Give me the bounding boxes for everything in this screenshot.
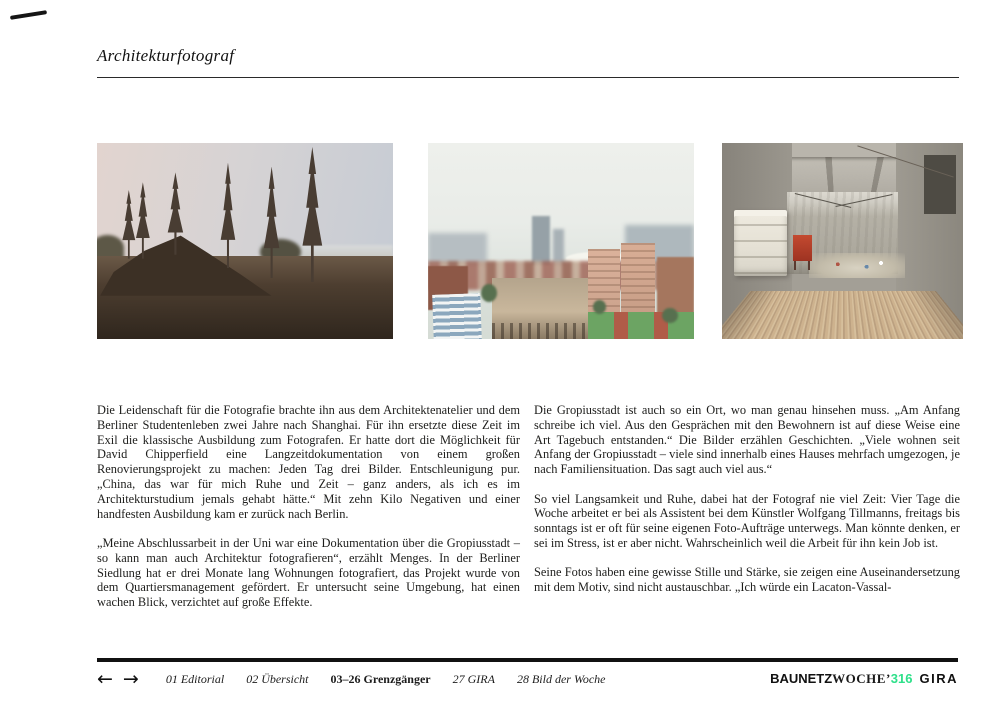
tower-silhouette [532,216,551,265]
nav-item-grenzgaenger[interactable]: 03–26 Grenzgänger [330,671,431,686]
blue-striped-building [433,293,482,339]
white-molding-panels [734,210,787,277]
tree [593,300,606,314]
corner-dash-mark [10,10,47,20]
brick-building [657,257,694,316]
logo-issue-number: 316 [890,671,913,686]
photo-demolition-site [97,143,393,339]
logo-gira: GIRA [919,671,958,686]
dark-doorway [924,155,955,214]
apartment-block [621,243,656,321]
photo-building-interior [722,143,963,339]
nav-item-gira[interactable]: 27 GIRA [452,671,495,686]
timber-batten-floor [722,291,963,339]
next-page-arrow[interactable]: → [122,667,139,690]
photo-city-aerial [428,143,694,339]
tree [481,284,497,302]
prev-page-arrow[interactable]: ← [97,667,113,690]
page-title: Architekturfotograf [97,46,235,65]
nav-item-editorial[interactable]: 01 Editorial [165,671,225,686]
red-container [793,235,812,260]
baunetzwoche-logo[interactable] [770,671,958,687]
paragraph: Die Leidenschaft für die Fotografie brachte ihn aus dem Architektenatelier und dem Berliner Studentenleben zwei Jahre nach Shanghai. Für ihn ersetzte diese Zeit im Exil die klassische Ausbildung zum Fotografen. Er hatte dort die Möglichkeit für David Chipperfield eine Langzeitdokumentation von einem großen Renovierungsprojekt zu machen: Jeden Tag drei Bilder. Entschleunigung pur. „China, das war für mich Ruhe und Zeit – ganz anders, als ich es im Architekturstudium jemals gehabt hätte.“ Mit zehn Kilo Negativen und einer handfesten Ausbildung kam er zurück nach Berlin. [97,403,520,521]
nav-item-bild-der-woche[interactable]: 28 Bild der Woche [516,671,606,686]
paragraph: So viel Langsamkeit und Ruhe, dabei hat der Fotograf nie viel Zeit: Vier Tage die Woche arbeitet er bei als Assistent bei dem Künstler Wolfgang Tillmanns, freitags bis sonntags ist er oft für seine eigenen Foto-Aufträge unterwegs. Man könnte denken, er sei im Stress, ist er aber nicht. Wahrscheinlich weil die Arbeit für ihn kein Job ist. [534,491,960,550]
title-divider [97,77,959,78]
photo-row [97,143,963,339]
debris-pile [809,253,905,278]
red-container-legs [794,261,811,271]
paragraph: Seine Fotos haben eine gewisse Stille und Stärke, sie zeigen eine Auseinandersetzung mit dem Motiv, sind nicht austauschbar. „Ich würde ein Lacaton-Vassal- [534,565,960,595]
logo-baunetz: BAUNETZ [770,671,833,686]
logo-woche: WOCHE’ [832,671,891,686]
paragraph: Die Gropiusstadt ist auch so ein Ort, wo man genau hinsehen muss. „Am Anfang schreibe ich viel. Aus den Gesprächen mit den Bewohnern ist auf diese Weise eine Art Tagebuch entstanden.“ Die Bilder erzählen Geschichten. „Viele wohnen seit Anfang der Gropiusstadt – viele sind innerhalb eines Hauses mehrfach umgezogen, je nach Familiensituation. Das sagt auch viel aus.“ [534,403,960,477]
paragraph: „Meine Abschlussarbeit in der Uni war eine Dokumentation über die Gropiusstadt – so kann man auch Architektur fotografieren“, erzählt Menges. In der Berliner Siedlung hat er drei Monate lang Wohnungen fotografiert, das Projekt wurde von dem Quartiersmanagement gefördert. Er untersucht seine Umgebung, hat einen wachen Blick, verzichtet auf große Effekte. [97,535,520,610]
tower-silhouette [553,229,564,264]
article-column-right [534,403,960,610]
nav-item-uebersicht[interactable]: 02 Übersicht [246,671,309,686]
window-row [492,323,593,339]
sports-field [588,312,694,339]
article-column-left [97,403,520,610]
footer [97,668,958,690]
footer-nav [166,672,606,687]
article-body [97,403,960,610]
footer-divider [97,658,958,662]
